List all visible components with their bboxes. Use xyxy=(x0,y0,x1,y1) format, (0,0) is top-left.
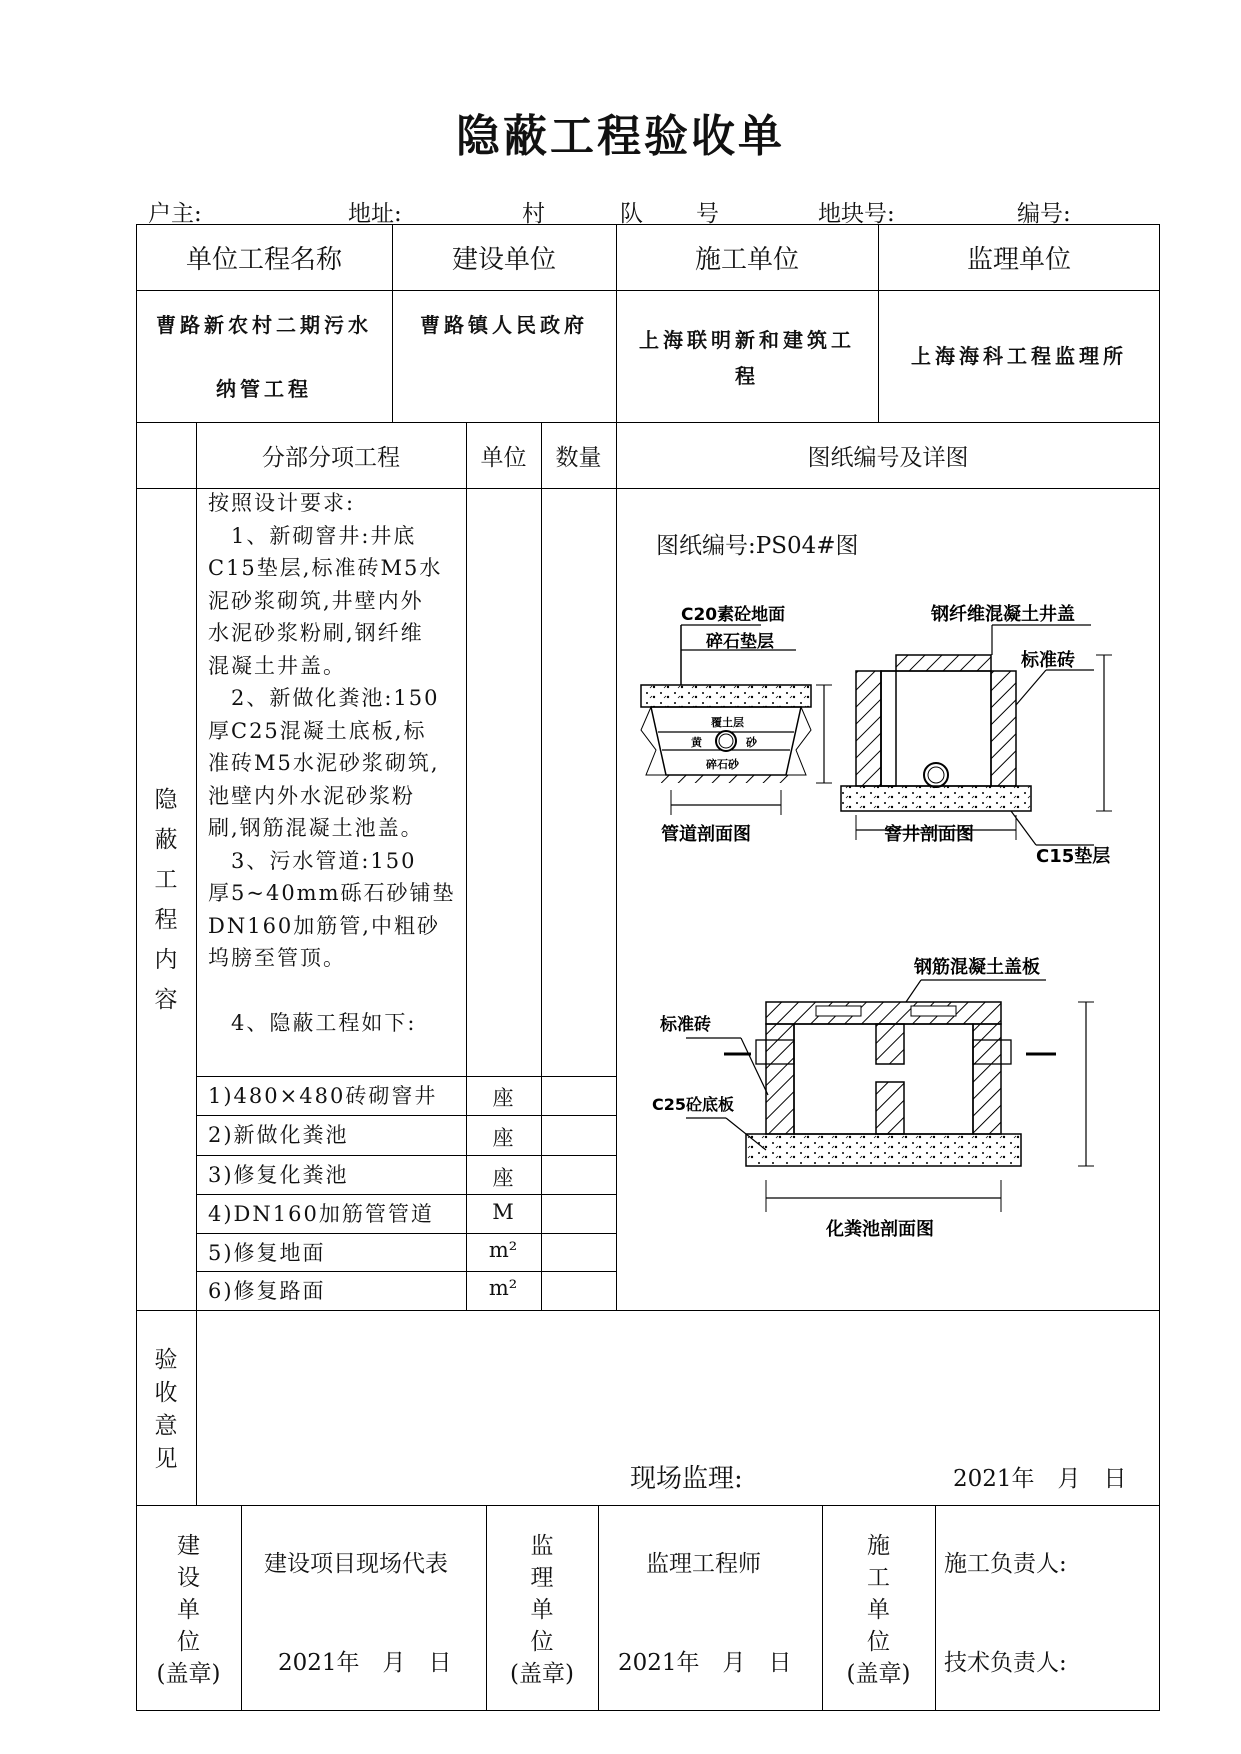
label-pipe-section: 管道剖面图 xyxy=(661,824,751,845)
hidden-works-content: 按照设计要求: 1、新砌窨井:井底 C15垫层,标准砖M5水 泥砂浆砌筑,井壁内外 水泥砂浆粉刷,钢纤维 混凝土井盖。 2、新做化粪池:150 厚C25混凝土底板,标 准砖M5水泥砂浆砌筑, 池壁内外水泥砂浆粉 刷,钢筋混凝土池盖。 3、污水管道:150 厚5~40mm砾石砂铺垫 DN160加筋管,中粗砂 坞膀至管顶。 4、隐蔽工程如下: xyxy=(208,491,456,1035)
item-4: 4)DN160加筋管管道 xyxy=(208,1202,434,1226)
header-supervisor: 监理单位 xyxy=(966,244,1071,275)
construction-lead: 施工负责人: xyxy=(944,1551,1067,1577)
supervisor-value: 上海海科工程监理所 xyxy=(911,344,1127,368)
builder-representative: 建设项目现场代表 xyxy=(264,1551,448,1577)
label-gravel: 碎石垫层 xyxy=(706,632,774,652)
builder-unit-seal: 建 设 单 位 (盖章) xyxy=(156,1533,221,1687)
document-title: 隐蔽工程验收单 xyxy=(456,111,785,162)
subheader-unit: 单位 xyxy=(480,444,527,471)
technical-lead: 技术负责人: xyxy=(944,1650,1067,1676)
site-supervision-label: 现场监理: xyxy=(630,1464,743,1494)
label-sand-right: 砂 xyxy=(746,736,757,749)
header-builder: 建设单位 xyxy=(451,244,556,275)
item-6-unit: m² xyxy=(488,1276,518,1300)
label-cover: 钢纤维混凝土井盖 xyxy=(931,604,1075,625)
village-label: 村 xyxy=(522,201,545,227)
label-c25: C25砼底板 xyxy=(652,1095,735,1114)
item-5-unit: m² xyxy=(488,1238,518,1262)
item-2: 2)新做化粪池 xyxy=(208,1123,349,1147)
supervision-unit-seal: 监 理 单 位 (盖章) xyxy=(510,1533,574,1687)
drawing-number: 图纸编号:PS04#图 xyxy=(656,533,859,559)
label-gravel-sand: 碎石砂 xyxy=(706,758,739,771)
item-3-unit: 座 xyxy=(492,1166,514,1190)
supervision-date: 2021年 月 日 xyxy=(618,1650,792,1676)
section-drawings xyxy=(616,590,1160,1290)
project-name-value: 曹路新农村二期污水 纳管工程 xyxy=(156,313,372,401)
number-suffix: 号 xyxy=(696,201,719,227)
acceptance-label: 验 收 意 见 xyxy=(154,1347,178,1472)
septic-tank-section-drawing xyxy=(686,980,1094,1212)
subheader-works: 分部分项工程 xyxy=(262,444,400,471)
team-label: 队 xyxy=(620,201,643,227)
item-5: 5)修复地面 xyxy=(208,1241,326,1265)
label-well-section: 窨井剖面图 xyxy=(884,824,974,845)
builder-date: 2021年 月 日 xyxy=(278,1650,452,1676)
subheader-quantity: 数量 xyxy=(555,444,602,471)
subheader-drawings: 图纸编号及详图 xyxy=(807,444,969,471)
contractor-unit-seal: 施 工 单 位 (盖章) xyxy=(846,1533,911,1687)
label-sand-left: 黄 xyxy=(691,736,702,749)
hidden-works-label: 隐 蔽 工 程 内 容 xyxy=(154,787,178,1013)
address-label: 地址: xyxy=(348,201,402,227)
label-brick: 标准砖 xyxy=(1021,650,1075,671)
acceptance-date: 2021年 月 日 xyxy=(953,1466,1127,1492)
label-c15: C15垫层 xyxy=(1036,846,1111,867)
owner-label: 户主: xyxy=(148,201,202,227)
label-fill: 覆土层 xyxy=(711,716,744,729)
item-1: 1)480×480砖砌窨井 xyxy=(208,1084,438,1108)
item-1-unit: 座 xyxy=(492,1086,514,1110)
contractor-value: 上海联明新和建筑工 程 xyxy=(639,328,855,388)
header-project-name: 单位工程名称 xyxy=(185,244,342,275)
item-3: 3)修复化粪池 xyxy=(208,1163,349,1187)
plot-label: 地块号: xyxy=(818,201,895,227)
serial-label: 编号: xyxy=(1017,201,1071,227)
header-contractor: 施工单位 xyxy=(694,244,799,275)
item-4-unit: M xyxy=(492,1200,514,1224)
label-brick2: 标准砖 xyxy=(660,1015,711,1035)
label-tank-section: 化粪池剖面图 xyxy=(826,1219,934,1240)
label-c20: C20素砼地面 xyxy=(681,605,786,625)
builder-value: 曹路镇人民政府 xyxy=(420,313,588,337)
label-slab: 钢筋混凝土盖板 xyxy=(914,957,1040,978)
item-6: 6)修复路面 xyxy=(208,1279,326,1303)
supervision-engineer: 监理工程师 xyxy=(646,1551,761,1577)
item-2-unit: 座 xyxy=(492,1126,514,1150)
